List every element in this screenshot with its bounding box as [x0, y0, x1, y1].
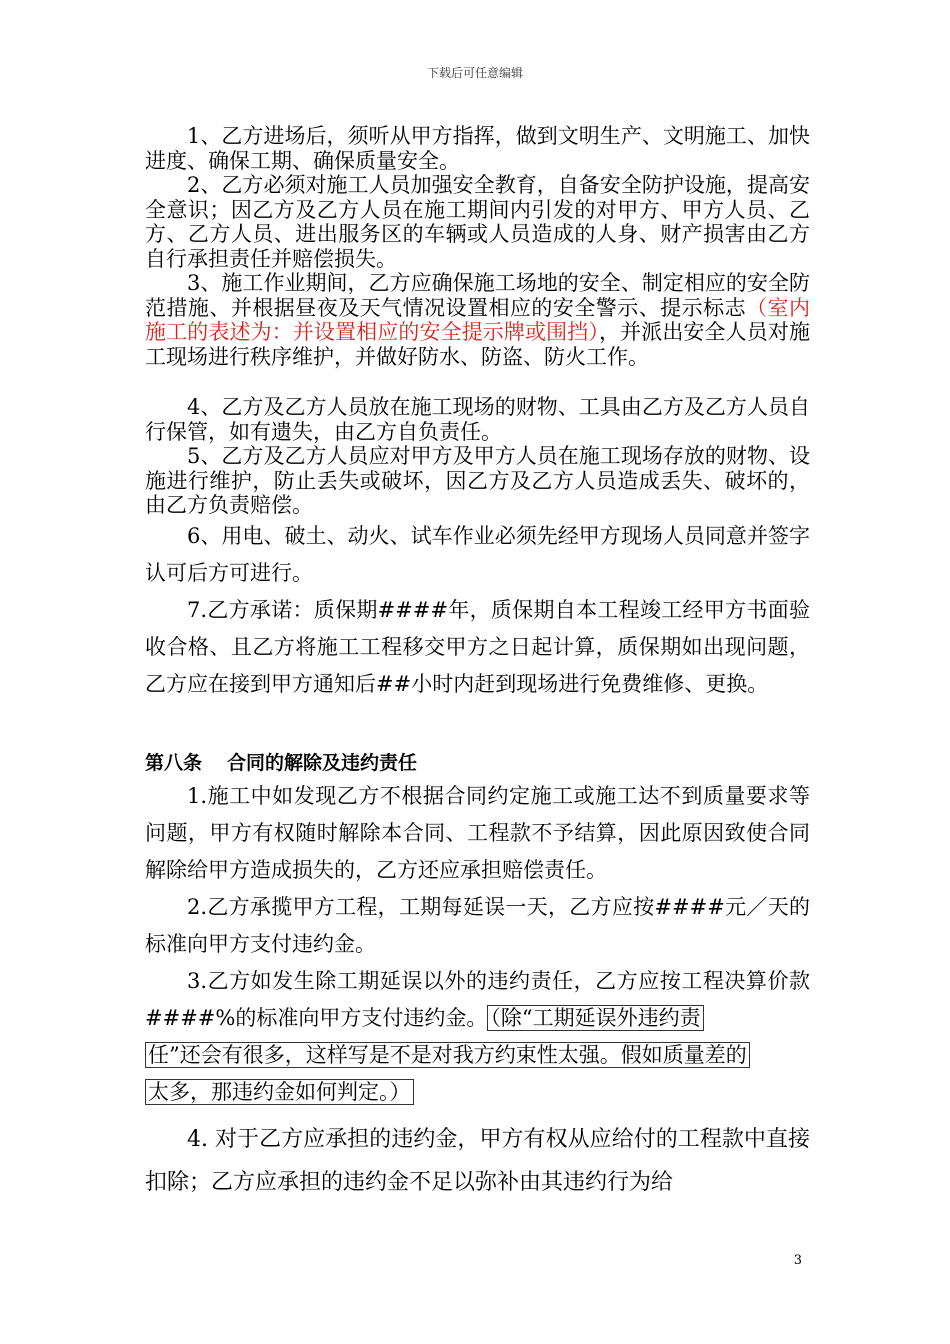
section8-clause-3	[145, 963, 810, 1111]
page-number: 3	[793, 1253, 802, 1268]
clause-item-6: 6、用电、破土、动火、试车作业必须先经甲方现场人员同意并签字认可后方可进行。	[145, 524, 810, 585]
section8-clause-4: 4. 对于乙方应承担的违约金，甲方有权从应给付的工程款中直接扣除；乙方应承担的违约金不足以弥补由其违约行为给	[145, 1127, 810, 1195]
clause-item-7: 7.乙方承诺：质保期####年，质保期自本工程竣工经甲方书面验收合格、且乙方将施工工程移交甲方之日起计算，质保期如出现问题，乙方应在接到甲方通知后##小时内赶到现场进行免费维修、更换。	[145, 598, 810, 696]
comment-box-line-1: （除“工期延误外违约责	[487, 1005, 703, 1031]
section8-clause-2: 2.乙方承揽甲方工程，工期每延误一天，乙方应按####元／天的标准向甲方支付违约金。	[145, 895, 810, 956]
clause-item-3-text-b: ，并派出安全人员对施工现场进行秩序维护，并做好防水、防盗、防火工作。	[145, 320, 810, 369]
clause-item-3-text-a: 3、施工作业期间，乙方应确保施工场地的安全、制定相应的安全防范措施、并根据昼夜及天气情况设置相应的安全警示、提示标志	[145, 271, 810, 320]
clause-item-5: 5、乙方及乙方人员应对甲方及甲方人员在施工现场存放的财物、设施进行维护，防止丢失或破坏，因乙方及乙方人员造成丢失、破坏的，由乙方负责赔偿。	[145, 444, 810, 517]
section8-clause-3-text: 3.乙方如发生除工期延误以外的违约责任，乙方应按工程决算价款####%的标准向甲方支付违约金。	[145, 969, 810, 1030]
section-title: 合同的解除及违约责任	[227, 752, 418, 774]
page-header: 下载后可任意编辑	[426, 66, 523, 80]
clause-item-1: 1、乙方进场后，须听从甲方指挥，做到文明生产、文明施工、加快进度、确保工期、确保质量安全。	[145, 124, 810, 173]
comment-box-line-2: 任”还会有很多，这样写是不是对我方约束性太强。假如质量差的	[145, 1042, 750, 1068]
clause-item-4: 4、乙方及乙方人员放在施工现场的财物、工具由乙方及乙方人员自行保管，如有遗失，由乙方自负责任。	[145, 395, 810, 444]
section-heading	[145, 748, 417, 775]
clause-item-3-red-note: （室内施工的表述为：并设置相应的安全提示牌或围挡）	[145, 295, 811, 344]
clause-item-3	[145, 271, 810, 369]
clause-item-2: 2、乙方必须对施工人员加强安全教育，自备安全防护设施，提高安全意识；因乙方及乙方人员在施工期间内引发的对甲方、甲方人员、乙方、乙方人员、进出服务区的车辆或人员造成的人身、财产损害由乙方自行承担责任并赔偿损失。	[145, 173, 810, 271]
comment-box-line-3: 太多，那违约金如何判定。）	[145, 1079, 414, 1105]
section8-clause-1: 1.施工中如发现乙方不根据合同约定施工或施工达不到质量要求等问题，甲方有权随时解除本合同、工程款不予结算，因此原因致使合同解除给甲方造成损失的，乙方还应承担赔偿责任。	[145, 784, 810, 882]
section-number: 第八条	[145, 752, 203, 774]
